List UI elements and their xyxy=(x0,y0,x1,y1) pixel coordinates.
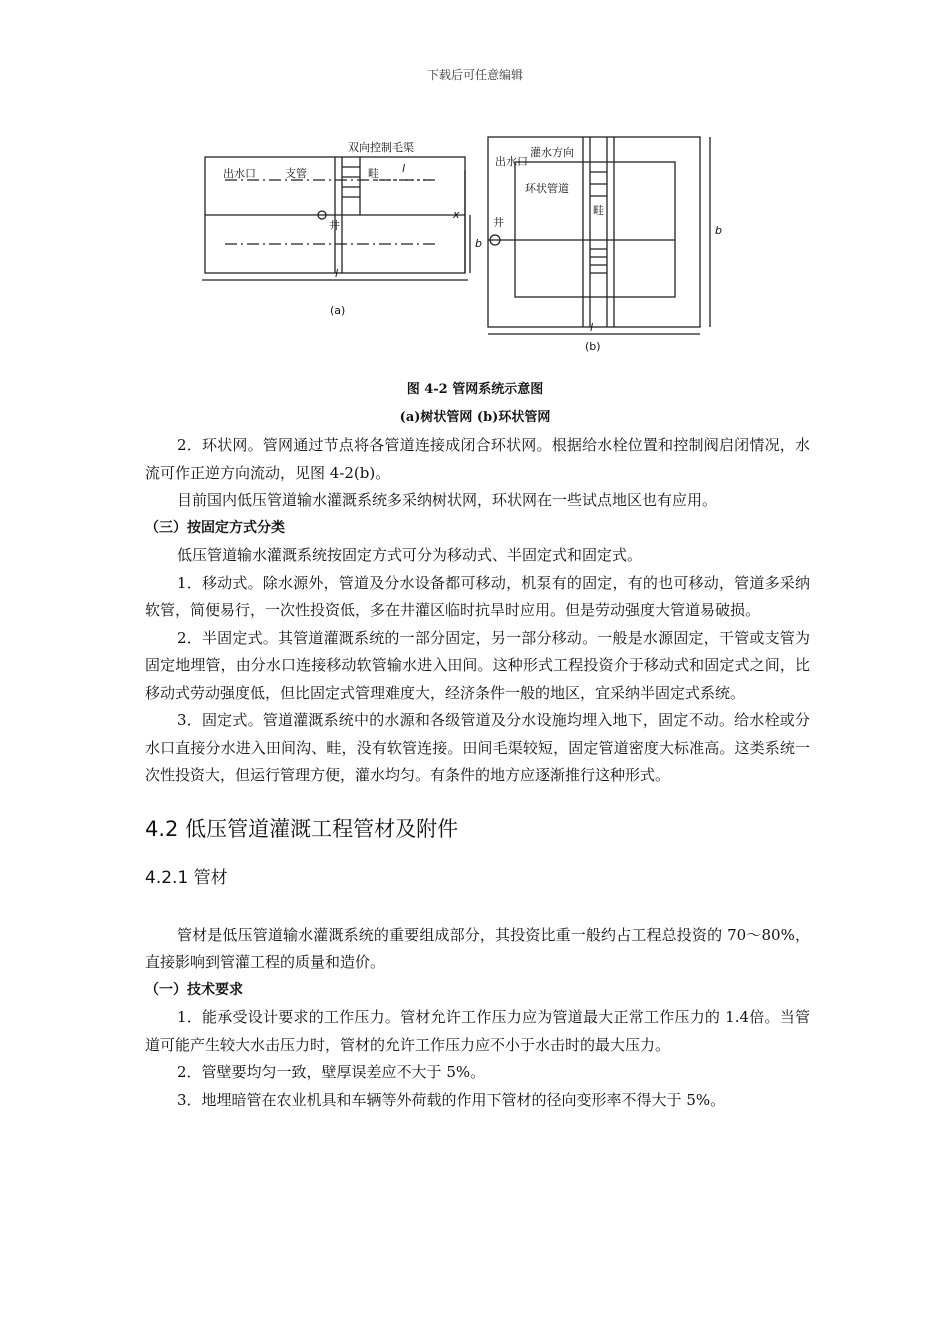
label-outlet-a: 出水口 xyxy=(223,167,256,180)
label-outlet-b: 出水口 xyxy=(495,155,528,168)
paragraph: 低压管道输水灌溉系统按固定方式可分为移动式、半固定式和固定式。 xyxy=(177,546,643,564)
subsection-title: 4.2.1 管材 xyxy=(145,867,228,888)
paragraph: 2．半固定式。其管道灌溉系统的一部分固定，另一部分移动。一般是水源固定，干管或支管为固定地埋管，由分水口连接移动软管输水进入田间。这种形式工程投资介于移动式和固定式之间，比移动式劳动强度低，但比固定式管理难度大，经济条件一般的地区，宜采纳半固定式系统。 xyxy=(145,628,810,702)
page-header: 下载后可任意编辑 xyxy=(426,68,523,82)
label-b-a: b xyxy=(475,237,482,250)
label-b-b: b xyxy=(715,224,722,237)
paragraph: 1．移动式。除水源外，管道及分水设备都可移动，机泵有的固定，有的也可移动，管道多采纳软管，简便易行，一次性投资低，多在井灌区临时抗旱时应用。但是劳动强度大管道易破损。 xyxy=(145,573,810,619)
paragraph: 1．能承受设计要求的工作压力。管材允许工作压力应为管道最大正常工作压力的 1.4倍。当管道可能产生较大水击压力时，管材的允许工作压力应不小于水击时的最大压力。 xyxy=(145,1008,810,1054)
label-l-small-a: l xyxy=(402,162,406,175)
paragraph: 目前国内低压管道输水灌溉系统多采纳树状网，环状网在一些试点地区也有应用。 xyxy=(177,491,718,509)
paragraph: 2．环状网。管网通过节点将各管道连接成闭合环状网。根据给水栓位置和控制阀启闭情况，水流可作正逆方向流动，见图 4-2(b)。 xyxy=(145,436,810,482)
label-l-b: l xyxy=(590,321,594,334)
label-canal-a: 双向控制毛渠 xyxy=(348,141,414,154)
document-body xyxy=(145,432,810,1114)
label-well-a: 井 xyxy=(329,219,340,232)
paragraph: 2．管壁要均匀一致，壁厚误差应不大于 5%。 xyxy=(177,1063,486,1081)
subsection-heading: （一）技术要求 xyxy=(145,981,243,998)
sublabel-b: (b) xyxy=(585,340,601,353)
pipe-network-figure xyxy=(170,122,730,367)
label-ridge-b: 畦 xyxy=(593,204,604,217)
sublabel-a: (a) xyxy=(330,304,346,317)
label-branch-a: 支管 xyxy=(285,167,307,180)
subsection-heading: （三）按固定方式分类 xyxy=(145,519,285,536)
spacer xyxy=(145,892,810,922)
figure-svg xyxy=(170,122,730,367)
figure-caption: 图 4-2 管网系统示意图 xyxy=(406,382,544,397)
label-dir-b: 灌水方向 xyxy=(530,146,574,159)
label-ring-b: 环状管道 xyxy=(525,182,569,195)
paragraph: 3．固定式。管道灌溉系统中的水源和各级管道及分水设施均埋入地下，固定不动。给水栓或分水口直接分水进入田间沟、畦，没有软管连接。田间毛渠较短，固定管道密度大标准高。这类系统一次性投资大，但运行管理方便，灌水均匀。有条件的地方应逐渐推行这种形式。 xyxy=(145,711,810,784)
label-well-b: 井 xyxy=(493,216,504,229)
section-heading: 4.2 低压管道灌溉工程管材及附件 xyxy=(145,816,459,841)
figure-subcaption: (a)树状管网 (b)环状管网 xyxy=(399,410,551,425)
label-ridge-a: 畦 xyxy=(368,167,379,180)
paragraph: 3．地埋暗管在农业机具和车辆等外荷载的作用下管材的径向变形率不得大于 5%。 xyxy=(177,1090,726,1109)
label-x-a: x xyxy=(453,208,460,221)
label-l-a: l xyxy=(335,267,339,280)
paragraph: 管材是低压管道输水灌溉系统的重要组成部分，其投资比重一般约占工程总投资的 70～80%，直接影响到管灌工程的质量和造价。 xyxy=(145,925,810,971)
